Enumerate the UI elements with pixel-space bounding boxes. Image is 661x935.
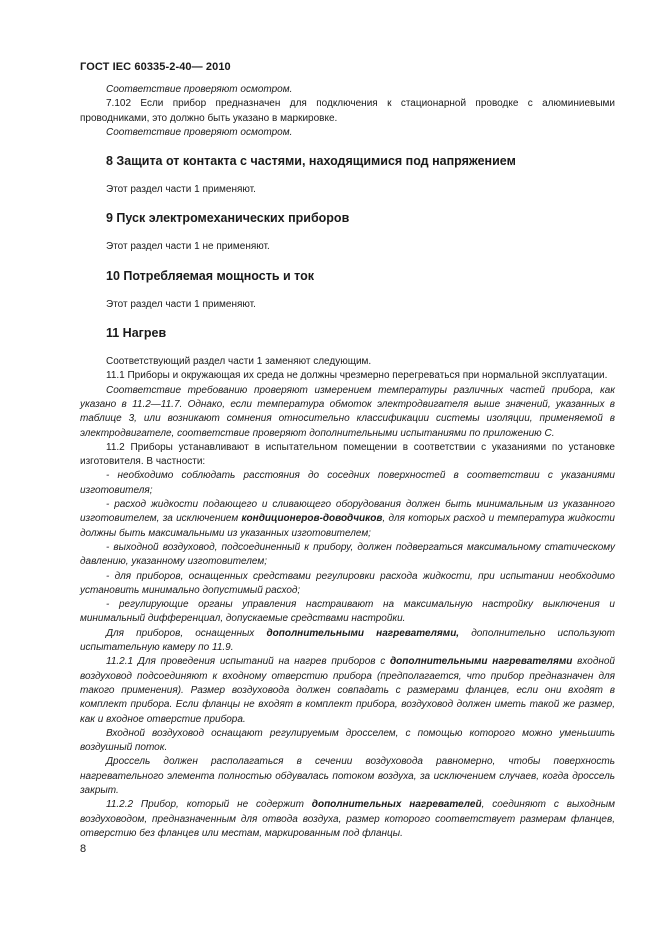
section-11-heading: 11 Нагрев — [106, 326, 167, 341]
inlet-duct-note: Входной воздуховод оснащают регулируемым дросселем, с помощью которого можно уменьшить воздушный поток. — [80, 727, 615, 754]
throttle-note: Дроссель должен располагаться в сечении воздуховода равномерно, чтобы поверхность нагревательного элемента полностью обдувалась потоком воздуха, за исключением случаев, когда дроссель закрыт. — [80, 756, 615, 796]
list-item: - выходной воздуховод, подсоединенный к прибору, должен подвергаться максимальному статическому давлению, указанному изготовителем; — [80, 541, 615, 568]
term-supplementary-heaters: дополнительными нагревателями — [389, 656, 573, 668]
document-body — [80, 83, 615, 841]
clause-11-1: 11.1 Приборы и окружающая их среда не должны чрезмерно перегреваться при нормальной эксплуатации. — [106, 370, 608, 382]
section-8-heading: 8 Защита от контакта с частями, находящимися под напряжением — [106, 154, 516, 169]
standard-code-header: ГОСТ IEC 60335-2-40— 2010 — [80, 61, 231, 73]
conformity-note: Соответствие проверяют осмотром. — [106, 84, 293, 95]
section-9-text: Этот раздел части 1 не применяют. — [106, 241, 270, 253]
heaters-note: Для приборов, оснащенных дополнительными нагревателями, дополнительно используют испытательную камеру по 11.9. — [80, 627, 615, 654]
clause-11-2-text: 11.2 Приборы устанавливают в испытательном помещении в соответствии с указаниями по установке изготовителя. В частности: — [80, 441, 615, 468]
list-item: - расход жидкости подающего и сливающего оборудования должен быть минимальным из указанного изготовителем, за исключением кондиционеров-доводчиков, для которых расход и температура жидкости должны быть максимальными из указанных изготовителем; — [80, 499, 615, 539]
section-9-heading: 9 Пуск электромеханических приборов — [106, 211, 350, 226]
clause-11-1-conformity: Соответствие требованию проверяют измерением температуры различных частей прибора, как указано в 11.2—11.7. Однако, если температура обмоток электродвигателя выше значений, указанных в таблице 3, или возникают сомнения относительно классификации системы изоляции, применяемой в электродвигателе, соответствие проверяют дополнительными испытаниями по приложению С. — [80, 384, 615, 439]
clause-7-102: 7.102 Если прибор предназначен для подключения к стационарной проводке с алюминиевыми проводниками, это должно быть указано в маркировке. — [80, 98, 615, 124]
section-11-intro: Соответствующий раздел части 1 заменяют следующим. — [106, 356, 372, 368]
term-supplementary-heaters: дополнительных нагревателей — [311, 799, 482, 811]
conformity-note: Соответствие проверяют осмотром. — [106, 126, 293, 138]
clause-11-2-2: 11.2.2 Прибор, который не содержит дополнительных нагревателей, соединяют с выходным воздуховодом, предназначенным для отвода воздуха, размер которого соответствует размерам фланцев, отверстию без фланцев или местам, маркированным под фланцы. — [80, 799, 616, 839]
list-item: - регулирующие органы управления настраивают на максимальную настройку выключения и минимальный дифференциал, допускаемые средствами настройки. — [80, 599, 615, 625]
clause-11-2 — [80, 441, 615, 470]
section-10-text: Этот раздел части 1 применяют. — [106, 298, 256, 310]
section-8-text: Этот раздел части 1 применяют. — [106, 184, 256, 196]
page-number: 8 — [80, 843, 87, 855]
term-fan-coil: кондиционеров-доводчиков — [241, 513, 383, 525]
section-10-heading: 10 Потребляемая мощность и ток — [106, 268, 314, 283]
list-item: - для приборов, оснащенных средствами регулировки расхода жидкости, при испытании необходимо установить минимально допустимый расход; — [80, 570, 615, 596]
clause-11-2-1: 11.2.1 Для проведения испытаний на нагрев приборов с дополнительными нагревателями входной воздуховод подсоединяют к входному отверстию прибора (предполагается, что прибор предназначен для такого применения). Размер воздуховода должен совпадать с размерами фланцев, если они входят в комплект прибора. Если фланцы не входят в комплект прибора, воздуховод должен иметь такой же размер, как и входное отверстие прибора. — [80, 656, 615, 725]
list-item: - необходимо соблюдать расстояния до соседних поверхностей в соответствии с указаниями изготовителя; — [80, 470, 615, 496]
term-supplementary-heaters: дополнительными нагревателями, — [266, 627, 460, 639]
